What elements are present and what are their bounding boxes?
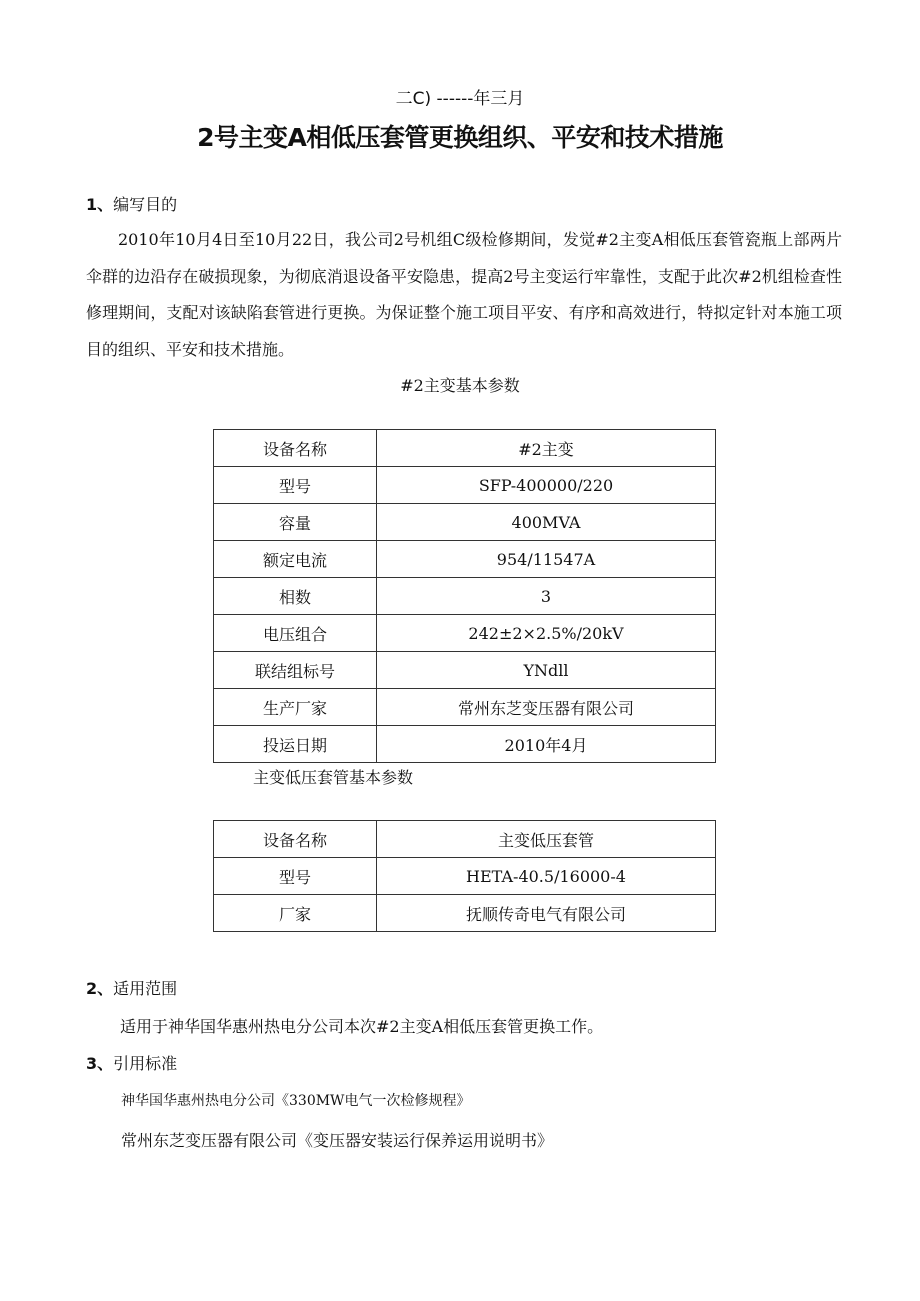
- table-row: [214, 726, 716, 763]
- table-row: [214, 430, 716, 467]
- param-name-cell: 容量: [214, 504, 377, 541]
- param-value-cell: 抚顺传奇电气有限公司: [377, 895, 716, 932]
- section-number: 3、: [86, 1054, 114, 1073]
- param-name-cell: 型号: [214, 858, 377, 895]
- param-value-cell: YNdll: [377, 652, 716, 689]
- param-name-cell: 设备名称: [214, 821, 377, 858]
- param-name-cell: 型号: [214, 467, 377, 504]
- document-title: 2号主变A相低压套管更换组织、平安和技术措施: [197, 123, 723, 152]
- param-value-cell: 常州东芝变压器有限公司: [377, 689, 716, 726]
- param-value-cell: #2主变: [377, 430, 716, 467]
- param-value-cell: 954/11547A: [377, 541, 716, 578]
- section-3-heading: [86, 1051, 177, 1074]
- table-row: [214, 467, 716, 504]
- date-line: 二C) ------年三月: [395, 89, 525, 109]
- section-1-heading: [86, 192, 177, 215]
- param-value-cell: 3: [377, 578, 716, 615]
- param-value-cell: SFP-400000/220: [377, 467, 716, 504]
- section-number: 2、: [86, 979, 114, 998]
- param-value-cell: 主变低压套管: [377, 821, 716, 858]
- table-row: [214, 615, 716, 652]
- param-name-cell: 投运日期: [214, 726, 377, 763]
- table-row: [214, 895, 716, 932]
- param-name-cell: 生产厂家: [214, 689, 377, 726]
- section-title: 适用范围: [113, 979, 178, 998]
- table-row: [214, 858, 716, 895]
- main-transformer-params-table: [213, 429, 716, 763]
- param-name-cell: 相数: [214, 578, 377, 615]
- section-1-paragraph: 2010年10月4日至10月22日，我公司2号机组C级检修期间，发觉#2主变A相低压套管瓷瓶上部两片伞群的边沿存在破损现象，为彻底消退设备平安隐患，提高2号主变运行牢靠性，支配于此次#2机组检查性修理期间，支配对该缺陷套管进行更换。为保证整个施工项目平安、有序和高效进行，特拟定针对本施工项目的组织、平安和技术措施。: [86, 230, 842, 359]
- table-row: [214, 541, 716, 578]
- section-number: 1、: [86, 195, 114, 214]
- param-name-cell: 额定电流: [214, 541, 377, 578]
- table-row: [214, 578, 716, 615]
- bushing-params-table: [213, 820, 716, 932]
- param-value-cell: 2010年4月: [377, 726, 716, 763]
- section-2-heading: [86, 976, 177, 999]
- table-row: [214, 504, 716, 541]
- table-row: [214, 652, 716, 689]
- param-name-cell: 设备名称: [214, 430, 377, 467]
- section-2-paragraph: 适用于神华国华惠州热电分公司本次#2主变A相低压套管更换工作。: [120, 1017, 604, 1036]
- reference-item: 常州东芝变压器有限公司《变压器安装运行保养运用说明书》: [121, 1131, 554, 1150]
- param-value-cell: 242±2×2.5%/20kV: [377, 615, 716, 652]
- table-row: [214, 689, 716, 726]
- section-title: 引用标准: [113, 1054, 178, 1073]
- table-2-caption: 主变低压套管基本参数: [253, 768, 414, 787]
- reference-item: 神华国华惠州热电分公司《330MW电气一次检修规程》: [121, 1093, 471, 1109]
- section-title: 编写目的: [113, 195, 178, 214]
- param-name-cell: 厂家: [214, 895, 377, 932]
- param-value-cell: 400MVA: [377, 504, 716, 541]
- table-row: [214, 821, 716, 858]
- table-1-caption: #2主变基本参数: [400, 376, 520, 395]
- param-value-cell: HETA-40.5/16000-4: [377, 858, 716, 895]
- param-name-cell: 电压组合: [214, 615, 377, 652]
- param-name-cell: 联结组标号: [214, 652, 377, 689]
